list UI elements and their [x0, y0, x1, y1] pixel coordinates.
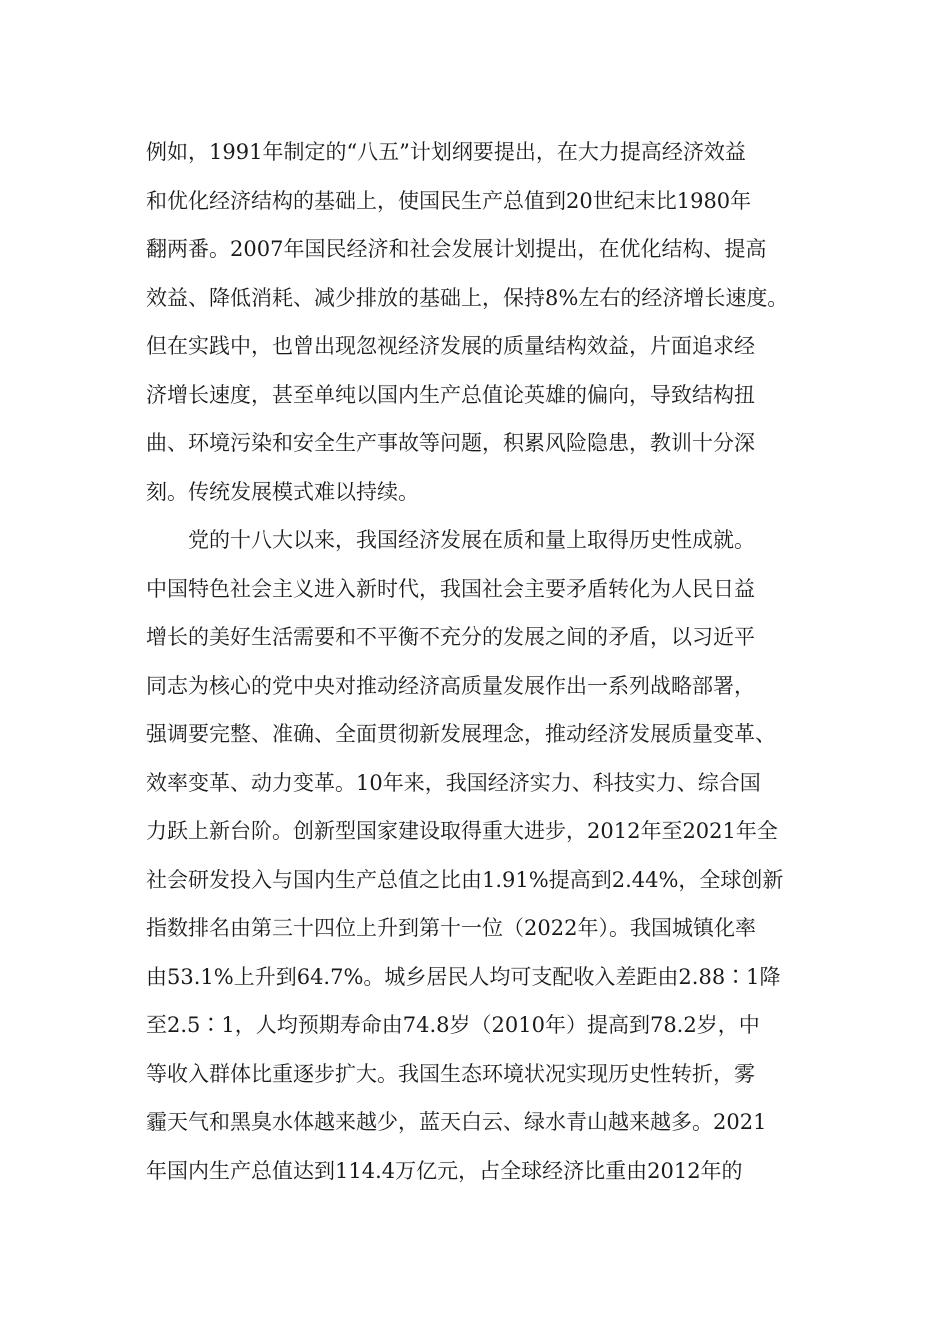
text-line: 效率变革、动力变革。10年来，我国经济实力、科技实力、综合国 — [146, 770, 761, 795]
body-text — [146, 128, 826, 1195]
text-line: 年国内生产总值达到114.4万亿元，占全球经济比重由2012年的 — [146, 1158, 743, 1183]
text-line: 由53.1%上升到64.7%。城乡居民人均可支配收入差距由2.88∶1降 — [146, 964, 781, 989]
text-line: 霾天气和黑臭水体越来越少，蓝天白云、绿水青山越来越多。2021 — [146, 1110, 767, 1134]
text-line: 同志为核心的党中央对推动经济高质量发展作出一系列战略部署， — [146, 673, 755, 698]
text-line: 效益、降低消耗、减少排放的基础上，保持8%左右的经济增长速度。 — [146, 285, 789, 310]
text-line: 强调要完整、准确、全面贯彻新发展理念，推动经济发展质量变革、 — [146, 722, 776, 746]
text-line: 中国特色社会主义进入新时代，我国社会主要矛盾转化为人民日益 — [146, 576, 755, 601]
text-line: 至2.5∶1，人均预期寿命由74.8岁（2010年）提高到78.2岁，中 — [146, 1013, 760, 1037]
text-line: 例如，1991年制定的“八五”计划纲要提出，在大力提高经济效益 — [146, 140, 746, 164]
text-line: 指数排名由第三十四位上升到第十一位（2022年）。我国城镇化率 — [146, 916, 756, 940]
text-line: 力跃上新台阶。创新型国家建设取得重大进步，2012年至2021年全 — [146, 819, 778, 843]
paragraph-start-line: 党的十八大以来，我国经济发展在质和量上取得历史性成就。 — [188, 528, 755, 552]
text-line: 刻。传统发展模式难以持续。 — [146, 479, 419, 504]
text-line: 等收入群体比重逐步扩大。我国生态环境状况实现历史性转折，雾 — [146, 1061, 755, 1086]
text-line: 和优化经济结构的基础上，使国民生产总值到20世纪末比1980年 — [146, 188, 752, 213]
text-line: 济增长速度，甚至单纯以国内生产总值论英雄的偏向，导致结构扭 — [146, 382, 755, 407]
text-line: 但在实践中，也曾出现忽视经济发展的质量结构效益，片面追求经 — [146, 334, 755, 358]
text-line: 增长的美好生活需要和不平衡不充分的发展之间的矛盾，以习近平 — [146, 625, 755, 649]
text-line: 社会研发投入与国内生产总值之比由1.91%提高到2.44%，全球创新 — [146, 867, 784, 892]
text-line: 曲、环境污染和安全生产事故等问题，积累风险隐患，教训十分深 — [146, 431, 755, 455]
text-line: 翻两番。2007年国民经济和社会发展计划提出，在优化结构、提高 — [146, 237, 767, 261]
